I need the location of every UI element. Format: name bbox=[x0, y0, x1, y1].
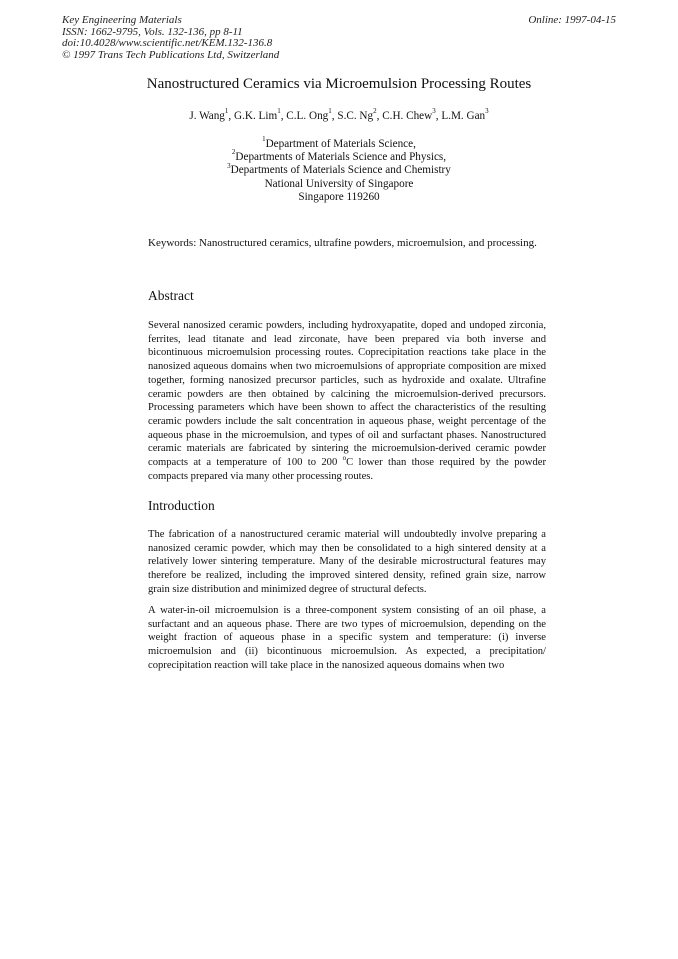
author-name: J. Wang bbox=[189, 110, 225, 122]
author bbox=[189, 107, 234, 122]
author-list bbox=[0, 107, 678, 122]
author-name: C.L. Ong bbox=[286, 110, 329, 122]
author bbox=[441, 107, 489, 122]
abstract-paragraph bbox=[148, 319, 546, 483]
author-name: C.H. Chew bbox=[382, 110, 433, 122]
online-date: Online: 1997-04-15 bbox=[528, 14, 616, 26]
author-separator: , bbox=[435, 110, 442, 122]
introduction-paragraph: A water-in-oil microemulsion is a three-component system consisting of an oil phase, a surfactant and an aqueous phase. There are two types of microemulsion, depending on the weight fraction of aqueous phase in a specific system and temperature: (i) inverse microemulsion and (ii) bicontinuous microemulsion. As expected, a precipitation/ coprecipitation reaction will take place in the nanosized aqueous domains when two bbox=[148, 605, 546, 671]
journal-name: Key Engineering Materials bbox=[62, 14, 182, 26]
author-separator: , bbox=[331, 110, 338, 122]
affiliation-line bbox=[0, 148, 678, 164]
abstract-heading: Abstract bbox=[148, 288, 194, 303]
author-affil-mark: 1 bbox=[224, 107, 229, 116]
issn-line: ISSN: 1662-9795, Vols. 132-136, pp 8-11 bbox=[62, 25, 243, 38]
abstract-text-end: C lower than those required by the powder compacts prepared via many other processing routes. bbox=[148, 457, 546, 482]
keywords: Keywords: Nanostructured ceramics, ultrafine powders, microemulsion, and processing. bbox=[148, 237, 537, 249]
paper-title: Nanostructured Ceramics via Microemulsion Processing Routes bbox=[146, 76, 532, 92]
journal-header bbox=[62, 15, 279, 61]
author-name: G.K. Lim bbox=[234, 110, 278, 122]
author-affil-mark: 1 bbox=[328, 107, 332, 116]
author bbox=[234, 107, 287, 122]
affil-mark: 1 bbox=[262, 135, 266, 144]
author-affil-mark: 3 bbox=[485, 107, 489, 116]
affiliation-text: Departments of Materials Science and Chemistry bbox=[230, 164, 451, 177]
degree-mark: o bbox=[342, 453, 347, 462]
introduction-heading: Introduction bbox=[148, 498, 215, 513]
author-affil-mark: 3 bbox=[432, 107, 436, 116]
abstract-text: Several nanosized ceramic powders, including hydroxyapatite, doped and undoped zirconia, ferrites, lead titanate and lead zirconate, have been prepared via both inverse and bicontinuous microemulsion processing routes. Coprecipitation reactions take place in the nanosized aqueous domains when two microemulsions of appropriate composition are mixed together, forming nanosized precursor particles, such as hydroxide and oxalate. Ultrafine ceramic powders are then obtained by calcining the microemulsion-derived precursors. Processing parameters which have been shown to affect the characteristics of the resulting ceramic powders include the salt concentration in aqueous phase, weight percentage of the aqueous phase in the microemulsion, and types of oil and surfactant phases. Nanostructured ceramic materials are fabricated by sintering the microemulsion-derived ceramic powder compacts at a temperature of 100 to 200 bbox=[148, 320, 546, 469]
author-separator: , bbox=[228, 110, 234, 122]
author-affil-mark: 2 bbox=[373, 107, 377, 116]
author-name: L.M. Gan bbox=[441, 110, 486, 122]
author bbox=[337, 107, 383, 122]
affiliation-text: National University of Singapore bbox=[264, 177, 414, 190]
author bbox=[286, 107, 338, 122]
affiliation-line bbox=[0, 161, 678, 177]
affiliation-line bbox=[0, 178, 678, 191]
affiliation-block bbox=[0, 135, 678, 204]
affil-mark: 3 bbox=[227, 161, 231, 170]
author-affil-mark: 1 bbox=[277, 107, 281, 116]
affiliation-line bbox=[0, 135, 678, 151]
affiliation-text: Department of Materials Science, bbox=[265, 138, 416, 150]
author-name: S.C. Ng bbox=[337, 110, 374, 122]
affiliation-text: Departments of Materials Science and Physics, bbox=[235, 151, 447, 164]
affil-mark: 2 bbox=[231, 148, 236, 157]
affiliation-text: Singapore 119260 bbox=[298, 190, 380, 203]
author-separator: , bbox=[376, 110, 383, 122]
author bbox=[382, 107, 442, 122]
introduction-paragraph: The fabrication of a nanostructured ceramic material will undoubtedly involve preparing a nanosized ceramic powder, which may then be consolidated to a high sintered density at a relatively lower sintering temperature. Many of the desirable microstructural features may therefore be realized, including the improved sintered density, refined grain size, narrow grain size distribution and minimized degree of structural defects. bbox=[148, 529, 546, 595]
affiliation-line bbox=[0, 191, 678, 204]
copyright-line: © 1997 Trans Tech Publications Ltd, Switzerland bbox=[62, 48, 280, 61]
doi-line: doi:10.4028/www.scientific.net/KEM.132-136.8 bbox=[62, 37, 273, 49]
author-separator: , bbox=[280, 110, 287, 122]
